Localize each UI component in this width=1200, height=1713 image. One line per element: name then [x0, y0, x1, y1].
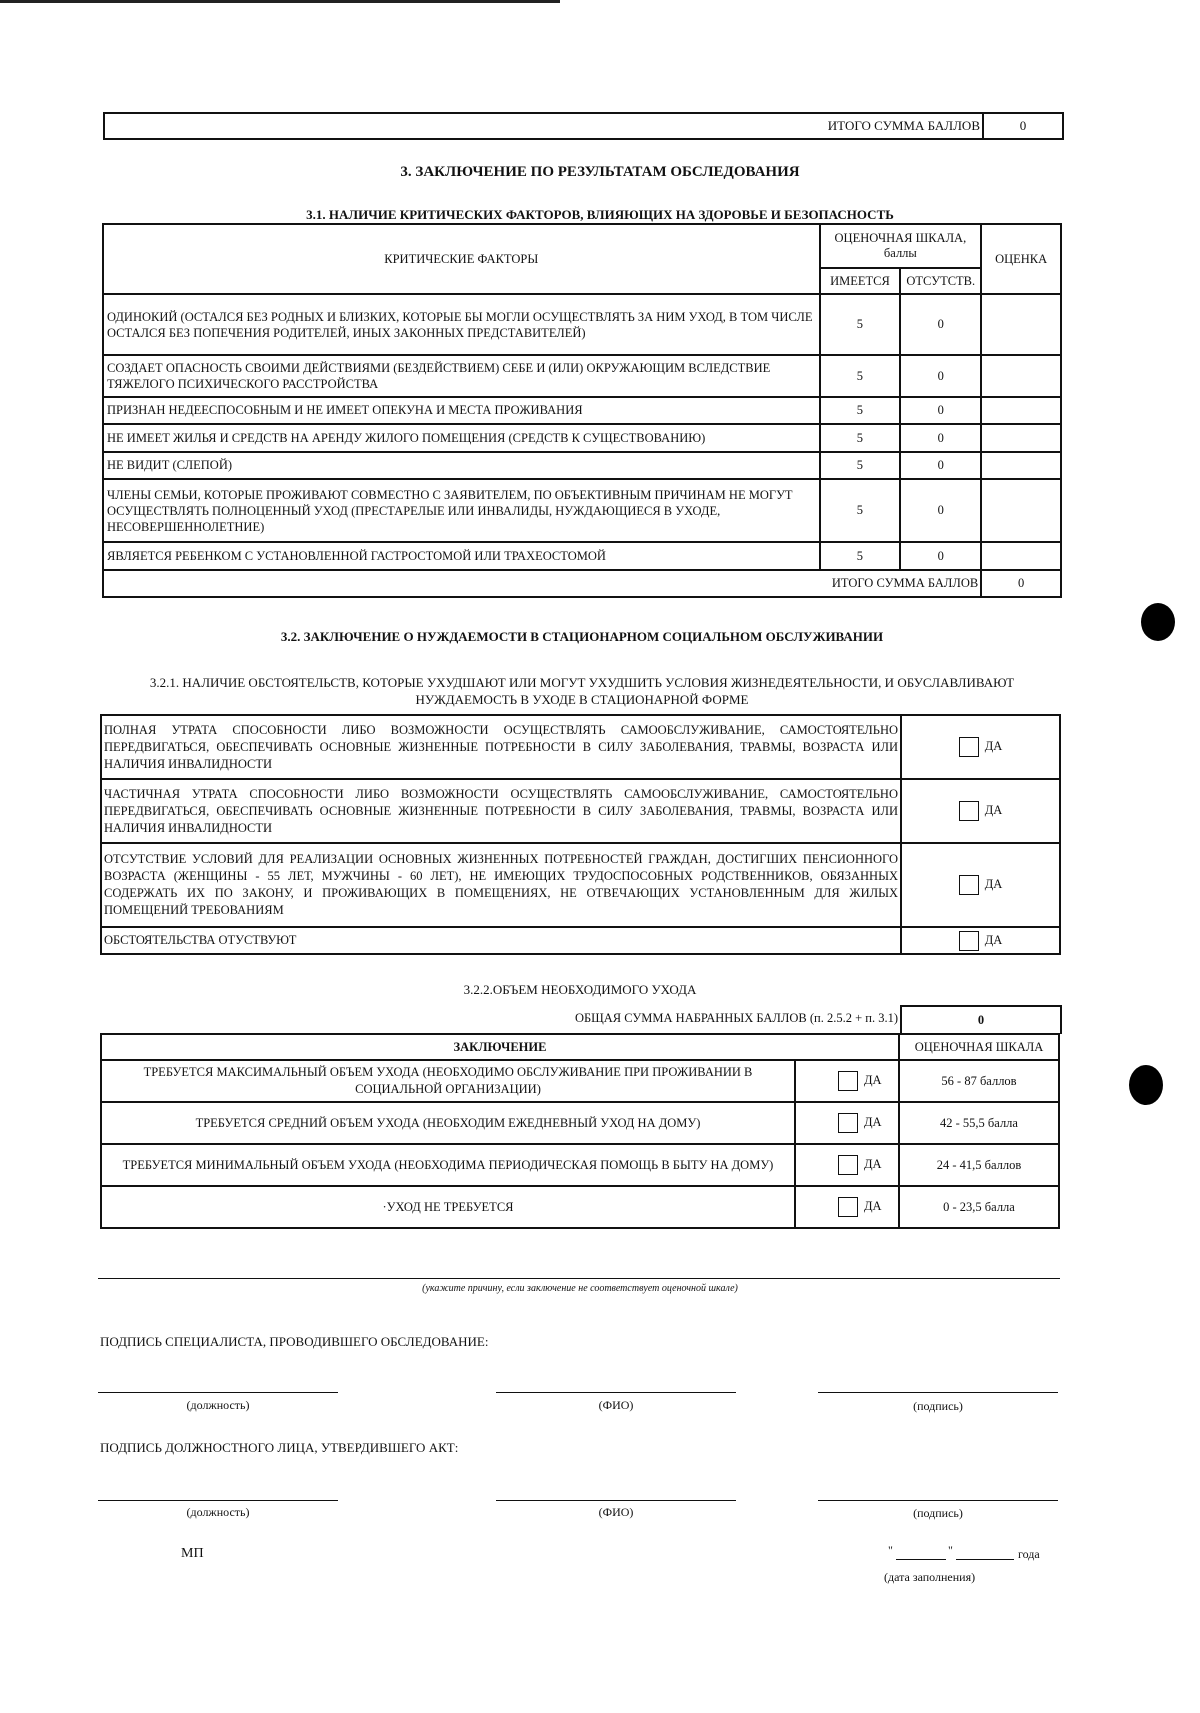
- factor-has: 5: [820, 479, 901, 542]
- section32-total-label: ОБЩАЯ СУММА НАБРАННЫХ БАЛЛОВ (п. 2.5.2 + п. 3.1): [574, 1011, 898, 1025]
- care-range: 0 - 23,5 балла: [899, 1186, 1059, 1228]
- yes-label: ДА: [984, 802, 1003, 817]
- care-header-conclusion: ЗАКЛЮЧЕНИЕ: [101, 1034, 899, 1060]
- section31-total-label: ИТОГО СУММА БАЛЛОВ: [103, 570, 981, 597]
- top-total-label: ИТОГО СУММА БАЛЛОВ: [104, 113, 983, 139]
- care-text: ТРЕБУЕТСЯ МИНИМАЛЬНЫЙ ОБЪЕМ УХОДА (НЕОБХОДИМА ПЕРИОДИЧЕСКАЯ ПОМОЩЬ В БЫТУ НА ДОМУ): [101, 1144, 795, 1186]
- official-position-caption: (должность): [186, 1505, 250, 1519]
- factor-has: 5: [820, 424, 901, 452]
- factor-text: СОЗДАЕТ ОПАСНОСТЬ СВОИМИ ДЕЙСТВИЯМИ (БЕЗДЕЙСТВИЕМ) СЕБЕ И (ИЛИ) ОКРУЖАЮЩИМ ВСЛЕДСТВИЕ ТЯЖЕЛОГО ПСИХИЧЕСКОГО РАССТРОЙСТВА: [103, 355, 820, 397]
- care-text: ·УХОД НЕ ТРЕБУЕТСЯ: [101, 1186, 795, 1228]
- care-option[interactable]: [795, 1060, 899, 1102]
- section32-total-value: 0: [900, 1005, 1062, 1034]
- yes-label: ДА: [864, 1114, 882, 1129]
- care-range: 42 - 55,5 балла: [899, 1102, 1059, 1144]
- factor-rating: [981, 542, 1061, 570]
- critical-factors-table: [102, 223, 1062, 598]
- yes-label: ДА: [984, 738, 1003, 753]
- factor-absent: 0: [900, 452, 981, 479]
- header-scale-label: ОЦЕНОЧНАЯ ШКАЛА,: [834, 231, 967, 245]
- factor-text: НЕ ИМЕЕТ ЖИЛЬЯ И СРЕДСТВ НА АРЕНДУ ЖИЛОГО ПОМЕЩЕНИЯ (СРЕДСТВ К СУЩЕСТВОВАНИЮ): [103, 424, 820, 452]
- factor-has: 5: [820, 542, 901, 570]
- circumstance-text: ОТСУТСТВИЕ УСЛОВИЙ ДЛЯ РЕАЛИЗАЦИИ ОСНОВНЫХ ЖИЗНЕННЫХ ПОТРЕБНОСТЕЙ ГРАЖДАН, ДОСТИГШИХ ПЕНСИОННОГО ВОЗРАСТА (ЖЕНЩИНЫ - 55 ЛЕТ, МУЖЧИНЫ - 60 ЛЕТ), НЕ ИМЕЮЩИХ ТРУДОСПОСОБНЫХ РОДСТВЕННИКОВ, ОБЯЗАННЫХ СОДЕРЖАТЬ ИХ ПО ЗАКОНУ, И ПРОЖИВАЮЩИХ В ПОМЕЩЕНИЯХ, НЕ ОТВЕЧАЮЩИХ УСТАНОВЛЕННЫМ ДЛЯ ЖИЛЫХ ПОМЕЩЕНИЙ ТРЕБОВАНИЯМ: [101, 843, 901, 927]
- official-sign-title: ПОДПИСЬ ДОЛЖНОСТНОГО ЛИЦА, УТВЕРДИВШЕГО АКТ:: [100, 1440, 459, 1455]
- official-fio-caption: (ФИО): [598, 1505, 634, 1519]
- factor-text: ОДИНОКИЙ (ОСТАЛСЯ БЕЗ РОДНЫХ И БЛИЗКИХ, КОТОРЫЕ БЫ МОГЛИ ОСУЩЕСТВЛЯТЬ ЗА НИМ УХОД, В ТОМ ЧИСЛЕ ОСТАЛСЯ БЕЗ ПОПЕЧЕНИЯ РОДИТЕЛЕЙ, ИНЫХ ЗАКОННЫХ ПРЕДСТАВИТЕЛЕЙ): [103, 294, 820, 355]
- circumstance-option[interactable]: [901, 843, 1060, 927]
- specialist-fio-line[interactable]: [496, 1392, 736, 1393]
- punch-hole-upper: [1141, 603, 1175, 641]
- specialist-signature-line[interactable]: [818, 1392, 1058, 1393]
- circumstance-text: ПОЛНАЯ УТРАТА СПОСОБНОСТИ ЛИБО ВОЗМОЖНОСТИ ОСУЩЕСТВЛЯТЬ САМООБСЛУЖИВАНИЕ, САМОСТОЯТЕЛЬНО ПЕРЕДВИГАТЬСЯ, ОБЕСПЕЧИВАТЬ ОСНОВНЫЕ ЖИЗНЕННЫЕ ПОТРЕБНОСТИ В СИЛУ ЗАБОЛЕВАНИЯ, ТРАВМЫ, ВОЗРАСТА ИЛИ НАЛИЧИЯ ИНВАЛИДНОСТИ: [101, 715, 901, 779]
- circumstance-option[interactable]: [901, 779, 1060, 843]
- yes-checkbox[interactable]: [838, 1155, 858, 1175]
- factor-has: 5: [820, 355, 901, 397]
- section3-title: 3. ЗАКЛЮЧЕНИЕ ПО РЕЗУЛЬТАТАМ ОБСЛЕДОВАНИЯ: [400, 164, 800, 180]
- factor-text: ЯВЛЯЕТСЯ РЕБЕНКОМ С УСТАНОВЛЕННОЙ ГАСТРОСТОМОЙ ИЛИ ТРАХЕОСТОМОЙ: [103, 542, 820, 570]
- factor-rating: [981, 397, 1061, 424]
- care-range: 24 - 41,5 баллов: [899, 1144, 1059, 1186]
- circumstance-text: ЧАСТИЧНАЯ УТРАТА СПОСОБНОСТИ ЛИБО ВОЗМОЖНОСТИ ОСУЩЕСТВЛЯТЬ САМООБСЛУЖИВАНИЕ, САМОСТОЯТЕЛЬНО ПЕРЕДВИГАТЬСЯ, ОБЕСПЕЧИВАТЬ ОСНОВНЫЕ ЖИЗНЕННЫЕ ПОТРЕБНОСТИ В СИЛУ ЗАБОЛЕВАНИЯ, ТРАВМЫ, ВОЗРАСТА ИЛИ НАЛИЧИЯ ИНВАЛИДНОСТИ: [101, 779, 901, 843]
- care-volume-table: [100, 1033, 1060, 1229]
- care-text: ТРЕБУЕТСЯ СРЕДНИЙ ОБЪЕМ УХОДА (НЕОБХОДИМ ЕЖЕДНЕВНЫЙ УХОД НА ДОМУ): [101, 1102, 795, 1144]
- yes-label: ДА: [984, 932, 1003, 947]
- top-total-table: [103, 112, 1064, 140]
- yes-checkbox[interactable]: [838, 1197, 858, 1217]
- factor-absent: 0: [900, 355, 981, 397]
- yes-checkbox[interactable]: [959, 801, 979, 821]
- factor-absent: 0: [900, 294, 981, 355]
- reason-line[interactable]: [98, 1278, 1060, 1279]
- circumstance-text: ОБСТОЯТЕЛЬСТВА ОТУСТВУЮТ: [101, 927, 901, 954]
- specialist-sign-title: ПОДПИСЬ СПЕЦИАЛИСТА, ПРОВОДИВШЕГО ОБСЛЕДОВАНИЕ:: [100, 1334, 489, 1349]
- care-option[interactable]: [795, 1102, 899, 1144]
- sub321-title: [100, 674, 1064, 708]
- yes-label: ДА: [864, 1072, 882, 1087]
- date-quote-close: ": [948, 1543, 953, 1557]
- yes-checkbox[interactable]: [838, 1071, 858, 1091]
- factor-rating: [981, 355, 1061, 397]
- yes-label: ДА: [864, 1156, 882, 1171]
- factor-has: 5: [820, 452, 901, 479]
- factor-has: 5: [820, 294, 901, 355]
- date-month-year-line[interactable]: [956, 1559, 1014, 1560]
- official-fio-line[interactable]: [496, 1500, 736, 1501]
- yes-label: ДА: [864, 1198, 882, 1213]
- factor-text: ЧЛЕНЫ СЕМЬИ, КОТОРЫЕ ПРОЖИВАЮТ СОВМЕСТНО С ЗАЯВИТЕЛЕМ, ПО ОБЪЕКТИВНЫМ ПРИЧИНАМ НЕ МОГУТ ОСУЩЕСТВЛЯТЬ ПОЛНОЦЕННЫЙ УХОД (ПРЕСТАРЕЛЫЕ ИЛИ ИНВАЛИДЫ, НУЖДАЮЩИЕСЯ В УХОДЕ, НЕСОВЕРШЕННОЛЕТНИЕ): [103, 479, 820, 542]
- factor-absent: 0: [900, 397, 981, 424]
- header-scale-unit: баллы: [883, 246, 917, 260]
- yes-checkbox[interactable]: [959, 931, 979, 951]
- factor-rating: [981, 424, 1061, 452]
- stamp-label: МП: [181, 1546, 204, 1561]
- date-field[interactable]: [888, 1545, 1058, 1565]
- sub321-line2: НУЖДАЕМОСТЬ В УХОДЕ В СТАЦИОНАРНОЙ ФОРМЕ: [415, 692, 749, 707]
- specialist-position-caption: (должность): [186, 1398, 250, 1412]
- section31-total-value: 0: [981, 570, 1061, 597]
- yes-checkbox[interactable]: [959, 875, 979, 895]
- specialist-signature-caption: (подпись): [913, 1399, 963, 1413]
- reason-hint: (укажите причину, если заключение не соответствует оценочной шкале): [422, 1283, 738, 1294]
- factor-rating: [981, 294, 1061, 355]
- official-position-line[interactable]: [98, 1500, 338, 1501]
- factor-absent: 0: [900, 424, 981, 452]
- factor-absent: 0: [900, 542, 981, 570]
- sub322-title: 3.2.2.ОБЪЕМ НЕОБХОДИМОГО УХОДА: [463, 982, 697, 997]
- section31-title: 3.1. НАЛИЧИЕ КРИТИЧЕСКИХ ФАКТОРОВ, ВЛИЯЮЩИХ НА ЗДОРОВЬЕ И БЕЗОПАСНОСТЬ: [306, 207, 894, 222]
- section32-title: 3.2. ЗАКЛЮЧЕНИЕ О НУЖДАЕМОСТИ В СТАЦИОНАРНОМ СОЦИАЛЬНОМ ОБСЛУЖИВАНИИ: [280, 629, 884, 644]
- care-text: ТРЕБУЕТСЯ МАКСИМАЛЬНЫЙ ОБЪЕМ УХОДА (НЕОБХОДИМО ОБСЛУЖИВАНИЕ ПРИ ПРОЖИВАНИИ В СОЦИАЛЬНОЙ ОРГАНИЗАЦИИ): [101, 1060, 795, 1102]
- sub321-line1: 3.2.1. НАЛИЧИЕ ОБСТОЯТЕЛЬСТВ, КОТОРЫЕ УХУДШАЮТ ИЛИ МОГУТ УХУДШИТЬ УСЛОВИЯ ЖИЗНЕДЕЯТЕЛЬНОСТИ, И ОБУСЛАВЛИВАЮТ: [149, 675, 1015, 690]
- header-scale: [820, 224, 982, 268]
- specialist-position-line[interactable]: [98, 1392, 338, 1393]
- factor-absent: 0: [900, 479, 981, 542]
- header-rating: ОЦЕНКА: [981, 224, 1061, 294]
- header-has: ИМЕЕТСЯ: [820, 268, 901, 294]
- top-total-value: 0: [983, 113, 1063, 139]
- circumstances-table: [100, 714, 1061, 955]
- factor-text: ПРИЗНАН НЕДЕЕСПОСОБНЫМ И НЕ ИМЕЕТ ОПЕКУНА И МЕСТА ПРОЖИВАНИЯ: [103, 397, 820, 424]
- punch-hole-lower: [1129, 1065, 1163, 1105]
- date-day-line[interactable]: [896, 1559, 946, 1560]
- factor-has: 5: [820, 397, 901, 424]
- date-caption: (дата заполнения): [884, 1570, 976, 1584]
- circumstance-option[interactable]: [901, 927, 1060, 954]
- factor-rating: [981, 479, 1061, 542]
- care-header-scale: ОЦЕНОЧНАЯ ШКАЛА: [899, 1034, 1059, 1060]
- date-year-label: года: [1018, 1547, 1040, 1561]
- factor-text: НЕ ВИДИТ (СЛЕПОЙ): [103, 452, 820, 479]
- care-option[interactable]: [795, 1186, 899, 1228]
- official-signature-caption: (подпись): [913, 1506, 963, 1520]
- circumstance-option[interactable]: [901, 715, 1060, 779]
- header-absent: ОТСУТСТВ.: [900, 268, 981, 294]
- factor-rating: [981, 452, 1061, 479]
- yes-checkbox[interactable]: [959, 737, 979, 757]
- specialist-fio-caption: (ФИО): [598, 1398, 634, 1412]
- yes-label: ДА: [984, 876, 1003, 891]
- care-option[interactable]: [795, 1144, 899, 1186]
- official-signature-line[interactable]: [818, 1500, 1058, 1501]
- header-factors: КРИТИЧЕСКИЕ ФАКТОРЫ: [103, 224, 820, 294]
- scan-top-edge: [0, 0, 560, 3]
- care-range: 56 - 87 баллов: [899, 1060, 1059, 1102]
- yes-checkbox[interactable]: [838, 1113, 858, 1133]
- date-quote-open: ": [888, 1543, 893, 1557]
